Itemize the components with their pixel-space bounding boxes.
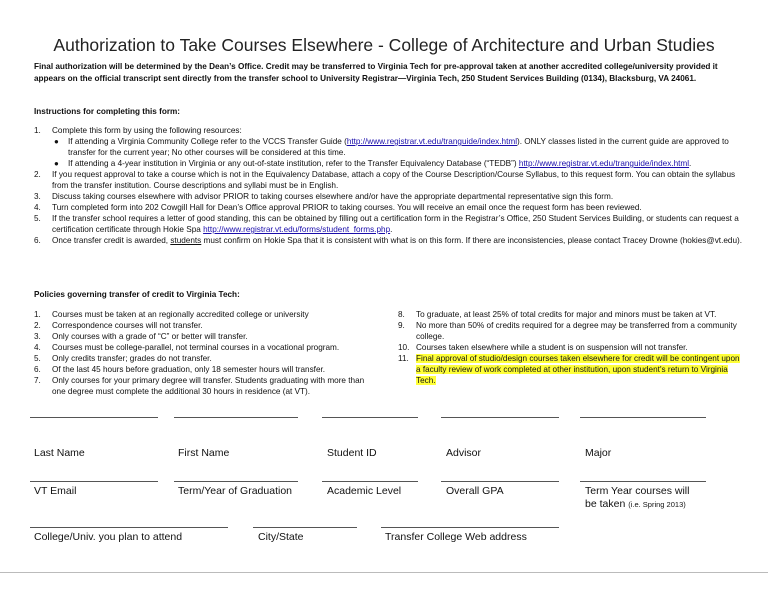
instruction-subitem: [34, 158, 746, 169]
instruction-item: [34, 191, 746, 202]
policy-number: 5.: [34, 354, 41, 363]
overall-gpa-line[interactable]: [441, 481, 559, 482]
authorization-notice: Final authorization will be determined by the Dean’s Office. Credit may be transferred to Virginia Tech for pre-approval taken at another accredited college/university provided it appears on the official transcript sent directly from the transfer school to University Registrar—Virginia Tech, 250 Student Services Building (0134), Blacksburg, VA 24061.: [34, 62, 718, 83]
item-number: 6.: [34, 236, 41, 245]
policy-item: [398, 342, 746, 353]
form-title: Authorization to Take Courses Elsewhere - College of Architecture and Urban Studies: [53, 35, 715, 55]
policy-text: Courses must be college-parallel, not terminal courses in a vocational program.: [52, 343, 340, 352]
policy-text: Of the last 45 hours before graduation, only 18 semester hours will transfer.: [52, 365, 326, 374]
student-id-label: Student ID: [327, 447, 377, 459]
academic-level-line[interactable]: [322, 481, 418, 482]
policy-number: 10.: [398, 343, 410, 352]
policy-item: [398, 309, 746, 320]
subitem-text: If attending a 4-year institution in Virginia or any out-of-state institution, refer to the Transfer Equivalency Database (“TEDB”): [68, 159, 519, 168]
instruction-item: [34, 202, 746, 213]
policy-text: Final approval of studio/design courses taken elsewhere for credit will be contingent upon a faculty review of work completed at other institution, upon student's return to Virginia Tech.: [416, 354, 740, 385]
policy-text: Only courses with a grade of “C” or better will transfer.: [52, 332, 248, 341]
instruction-item: [34, 169, 746, 191]
policies-heading: Policies governing transfer of credit to Virginia Tech:: [34, 290, 240, 299]
graduation-term-line[interactable]: [174, 481, 298, 482]
policy-number: 2.: [34, 321, 41, 330]
college-univ-label: College/Univ. you plan to attend: [34, 531, 183, 543]
policy-item: [34, 364, 369, 375]
policy-item: [398, 353, 746, 386]
term-courses-label: [585, 485, 689, 511]
first-name-label: First Name: [178, 447, 230, 459]
policy-item: [34, 353, 369, 364]
item-text: Once transfer credit is awarded,: [52, 236, 171, 245]
policy-text: Only courses for your primary degree will transfer. Students graduating with more than one degree must complete the additional 30 hours in residence (at VT).: [52, 376, 365, 396]
item-number: 2.: [34, 170, 41, 179]
item-number: 3.: [34, 192, 41, 201]
item-text: If the transfer school requires a letter of good standing, this can be obtained by filling out a certification form in the Registrar’s Office, 250 Student Services Building, or students can request a certification certificate through Hokie Spa: [52, 214, 739, 234]
item-number: 1.: [34, 126, 41, 135]
term-courses-example: (i.e. Spring 2013): [628, 500, 686, 509]
vccs-transfer-guide-link[interactable]: http://www.registrar.vt.edu/tranguide/index.html: [346, 137, 518, 146]
transfer-web-label: Transfer College Web address: [385, 531, 527, 543]
item-number: 5.: [34, 214, 41, 223]
subitem-text: ). ONLY classes listed in the current guide are approved to transfer for the current year; No other courses will be considered at this time.: [68, 137, 729, 157]
student-forms-link[interactable]: http://www.registrar.vt.edu/forms/student_forms.php: [203, 225, 391, 234]
policy-text: Courses taken elsewhere while a student is on suspension will not transfer.: [416, 343, 688, 352]
major-label: Major: [585, 447, 612, 459]
academic-level-label: Academic Level: [327, 485, 402, 497]
policies-right-list: [398, 309, 746, 386]
page-bottom-rule: [0, 572, 768, 573]
graduation-term-label: Term/Year of Graduation: [178, 485, 293, 497]
term-courses-label-line1: Term Year courses will: [585, 485, 690, 497]
item-text: If you request approval to take a course which is not in the Equivalency Database, attach a copy of the Course Description/Course Syllabus, to this request form. You can obtain the syllabus from the transfer institution. Course descriptions and syllabi must be in English.: [52, 170, 736, 190]
item-number: 4.: [34, 203, 41, 212]
policy-number: 1.: [34, 310, 41, 319]
policy-item: [34, 320, 369, 331]
policy-item: [34, 375, 369, 397]
first-name-line[interactable]: [174, 417, 298, 418]
item-text: .: [390, 225, 393, 234]
item-text: Turn completed form into 202 Cowgill Hall for Dean’s Office approval PRIOR to taking courses. You will receive an email once the request form has been reviewed.: [52, 203, 642, 212]
instructions-list: [34, 125, 746, 246]
policy-text: Correspondence courses will not transfer.: [52, 321, 203, 330]
policy-text: Courses must be taken at an regionally accredited college or university: [52, 310, 309, 319]
advisor-line[interactable]: [441, 417, 559, 418]
policy-text: To graduate, at least 25% of total credits for major and minors must be taken at VT.: [416, 310, 717, 319]
policy-number: 11.: [398, 354, 409, 363]
major-line[interactable]: [580, 417, 706, 418]
item-text: Complete this form by using the following resources:: [52, 126, 242, 135]
policy-number: 7.: [34, 376, 41, 385]
advisor-label: Advisor: [446, 447, 482, 459]
item-text: Discuss taking courses elsewhere with advisor PRIOR to taking courses elsewhere and/or have the appropriate departmental representative sign this form.: [52, 192, 614, 201]
policy-item: [34, 331, 369, 342]
policy-item: [34, 309, 369, 320]
last-name-label: Last Name: [34, 447, 85, 459]
policy-text: Only credits transfer; grades do not transfer.: [52, 354, 212, 363]
instruction-item: [34, 213, 746, 235]
policy-text: No more than 50% of credits required for a degree may be transferred from a community college.: [416, 321, 737, 341]
term-courses-label-line2: be taken: [585, 498, 629, 510]
subitem-text: If attending a Virginia Community College refer to the VCCS Transfer Guide (: [68, 137, 347, 146]
term-courses-line[interactable]: [580, 481, 706, 482]
city-state-line[interactable]: [253, 527, 357, 528]
instruction-subitem: [34, 136, 746, 158]
policy-item: [398, 320, 746, 342]
policy-number: 4.: [34, 343, 41, 352]
city-state-label: City/State: [258, 531, 304, 543]
policy-number: 3.: [34, 332, 41, 341]
instruction-item: [34, 125, 746, 136]
item-text: must confirm on Hokie Spa that it is consistent with what is on this form. If there are inconsistencies, please contact Tracey Drowne (hokies@vt.edu).: [201, 236, 743, 245]
vt-email-line[interactable]: [30, 481, 158, 482]
bullet-icon: ●: [54, 159, 59, 168]
policy-number: 9.: [398, 321, 405, 330]
underlined-word: students: [170, 236, 202, 245]
instruction-item: [34, 235, 746, 246]
transfer-web-line[interactable]: [381, 527, 559, 528]
last-name-line[interactable]: [30, 417, 158, 418]
policy-number: 6.: [34, 365, 41, 374]
subitem-text: .: [689, 159, 692, 168]
instructions-heading: Instructions for completing this form:: [34, 107, 181, 116]
policy-item: [34, 342, 369, 353]
overall-gpa-label: Overall GPA: [446, 485, 504, 497]
vt-email-label: VT Email: [34, 485, 77, 497]
policies-left-list: [34, 309, 369, 397]
bullet-icon: ●: [54, 137, 59, 146]
student-id-line[interactable]: [322, 417, 418, 418]
tedb-link[interactable]: http://www.registrar.vt.edu/tranguide/index.html: [518, 159, 690, 168]
college-univ-line[interactable]: [30, 527, 228, 528]
policy-number: 8.: [398, 310, 405, 319]
